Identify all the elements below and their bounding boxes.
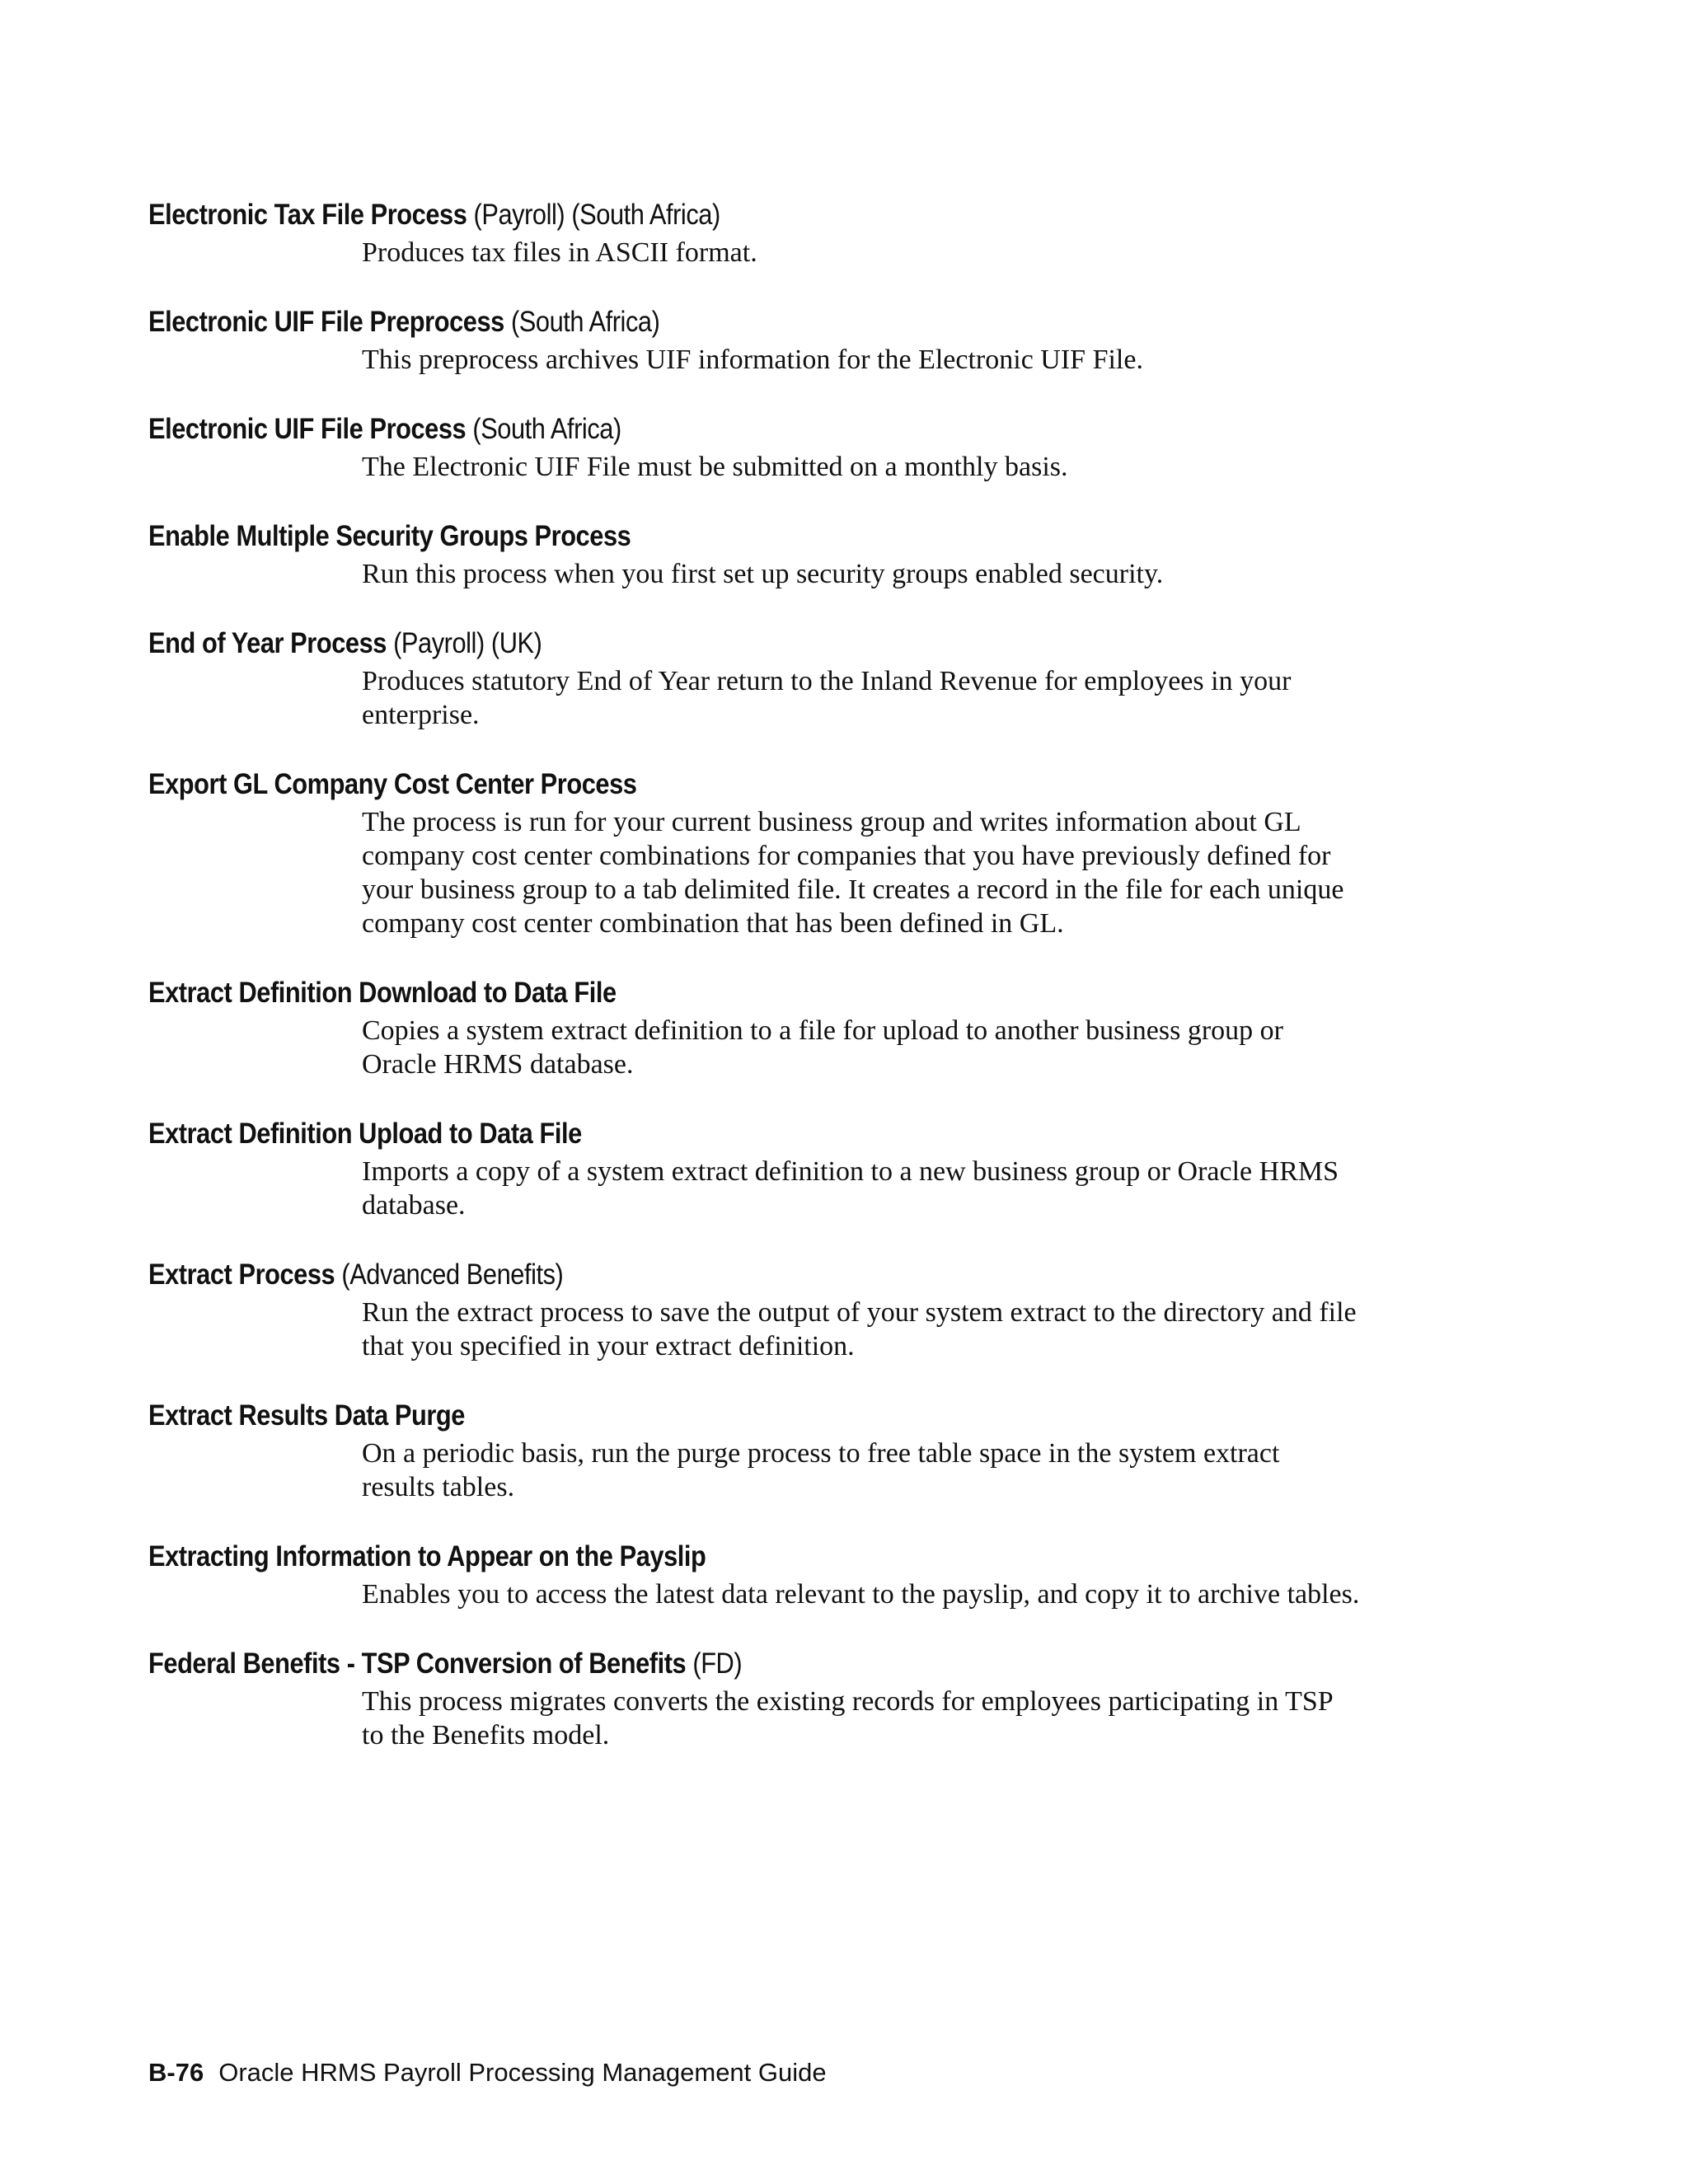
description-line: results tables. [362,1472,515,1502]
process-entry [148,974,1467,1081]
entry-heading [148,1115,1309,1153]
process-name: End of Year Process [148,627,387,659]
process-description [362,805,1442,940]
process-entry [148,625,1467,732]
entry-heading [148,303,1309,341]
process-qualifier: (FD) [692,1647,743,1680]
process-name: Electronic Tax File Process [148,199,467,231]
entry-heading [148,974,1309,1012]
process-qualifier: (Advanced Benefits) [341,1258,564,1291]
entry-heading [148,1538,1309,1576]
process-description [362,236,1442,269]
description-line: that you specified in your extract definition. [362,1331,855,1361]
process-description [362,1014,1442,1081]
process-name: Extract Definition Upload to Data File [148,1118,582,1150]
process-name: Electronic UIF File Process [148,413,467,445]
description-line: enterprise. [362,700,480,730]
process-name: Federal Benefits - TSP Conversion of Benefits [148,1647,687,1680]
process-description [362,557,1442,591]
process-entry [148,303,1467,377]
process-name: Extracting Information to Appear on the Payslip [148,1540,706,1572]
process-name: Extract Definition Download to Data File [148,977,617,1009]
description-line: Imports a copy of a system extract definition to a new business group or Oracle HRMS [362,1156,1339,1187]
process-entry [148,1645,1467,1752]
description-line: Enables you to access the latest data relevant to the payslip, and copy it to archive tables. [362,1579,1360,1610]
description-line: Run the extract process to save the output of your system extract to the directory and file [362,1297,1357,1328]
process-description [362,1577,1442,1611]
description-line: company cost center combination that has been defined in GL. [362,908,1064,939]
entry-heading [148,518,1309,555]
description-line: Copies a system extract definition to a file for upload to another business group or [362,1015,1283,1046]
entry-heading [148,1256,1309,1294]
description-line: database. [362,1190,466,1221]
process-entry [148,1538,1467,1611]
description-line: On a periodic basis, run the purge process to free table space in the system extract [362,1438,1280,1469]
entry-heading [148,196,1309,234]
process-entry [148,410,1467,484]
entry-heading [148,625,1309,663]
description-line: This process migrates converts the existing records for employees participating in TSP [362,1686,1334,1717]
process-entry [148,196,1467,269]
entry-heading [148,1397,1309,1435]
process-qualifier: (Payroll) (UK) [393,627,542,659]
process-description [362,1436,1442,1504]
description-line: to the Benefits model. [362,1720,610,1750]
process-description [362,450,1442,484]
process-qualifier: (Payroll) (South Africa) [473,199,720,231]
process-description [362,1685,1442,1752]
process-entry [148,1256,1467,1363]
description-line: your business group to a tab delimited file. It creates a record in the file for each unique [362,874,1344,905]
description-line: Produces tax files in ASCII format. [362,237,757,268]
description-line: Produces statutory End of Year return to the Inland Revenue for employees in your [362,666,1292,696]
description-line: company cost center combinations for companies that you have previously defined for [362,841,1331,871]
process-name: Enable Multiple Security Groups Process [148,520,631,552]
description-line: The Electronic UIF File must be submitted on a monthly basis. [362,452,1068,482]
process-entry [148,1397,1467,1504]
description-line: This preprocess archives UIF information for the Electronic UIF File. [362,344,1143,375]
page-footer [148,2056,827,2089]
footer-guide-title: Oracle HRMS Payroll Processing Management Guide [218,2058,827,2087]
description-line: Oracle HRMS database. [362,1049,634,1080]
process-description [362,1155,1442,1222]
process-qualifier: (South Africa) [510,306,660,338]
process-entry [148,766,1467,940]
process-qualifier: (South Africa) [472,413,621,445]
process-description [362,664,1442,732]
process-name: Extract Results Data Purge [148,1399,465,1432]
entry-heading [148,1645,1309,1683]
process-description [362,1296,1442,1363]
process-entry-list [148,196,1467,1786]
process-entry [148,1115,1467,1222]
process-name: Electronic UIF File Preprocess [148,306,504,338]
entry-heading [148,410,1309,448]
footer-page-number: B-76 [148,2058,204,2087]
process-name: Export GL Company Cost Center Process [148,768,637,800]
process-description [362,343,1442,377]
entry-heading [148,766,1309,804]
description-line: The process is run for your current business group and writes information about GL [362,807,1301,837]
description-line: Run this process when you first set up security groups enabled security. [362,559,1164,589]
process-name: Extract Process [148,1258,335,1291]
process-entry [148,518,1467,591]
